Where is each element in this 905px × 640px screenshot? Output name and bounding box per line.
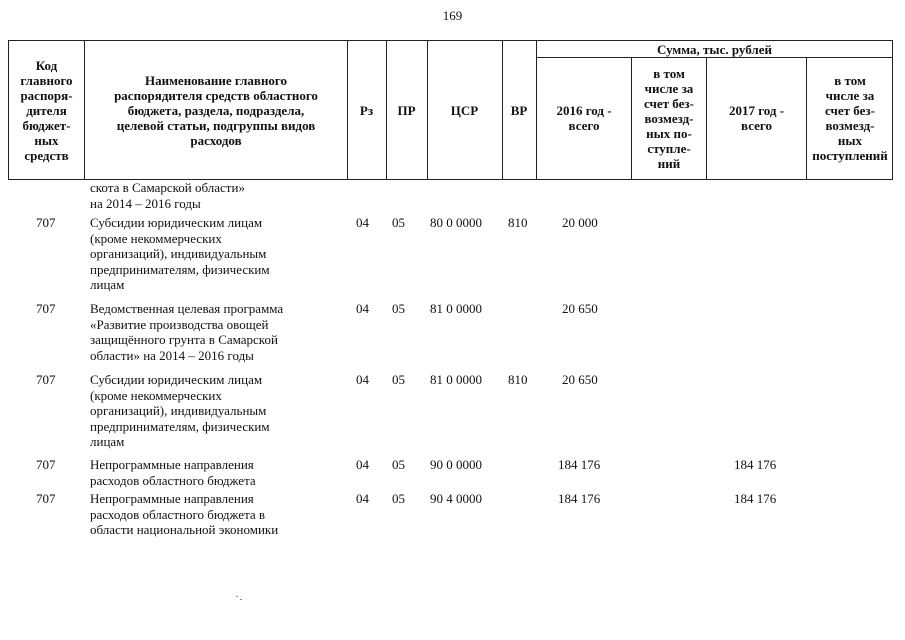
row-2017: 184 176 [734, 457, 777, 472]
header-2017-total: 2017 год - всего [728, 103, 785, 133]
header-code: Код главного распоря- дителя бюджет- ных средств [20, 57, 73, 163]
row-pr: 05 [392, 491, 405, 506]
row-rz: 04 [356, 301, 369, 316]
row-pr: 05 [392, 215, 405, 230]
row-csr: 90 0 0000 [430, 457, 482, 472]
row-csr: 81 0 0000 [430, 301, 482, 316]
row-code: 707 [36, 372, 56, 387]
header-rz: Рз [359, 102, 374, 118]
row-pr: 05 [392, 301, 405, 316]
header-sum: Сумма, тыс. рублей [657, 41, 772, 57]
header-vr: ВР [510, 102, 528, 118]
row-code: 707 [36, 301, 56, 316]
row-pr: 05 [392, 457, 405, 472]
header-csr: ЦСР [450, 102, 479, 118]
row-name: Субсидии юридическим лицам (кроме некоммерческих организаций), индивидуальным предпринимателям, физическим лицам [90, 215, 270, 292]
row-name: Непрограммные направления расходов областного бюджета в области национальной экономики [90, 491, 279, 537]
row-rz: 04 [356, 372, 369, 387]
row-vr: 810 [508, 372, 528, 387]
page-number: 169 [442, 8, 463, 23]
row-csr: 80 0 0000 [430, 215, 482, 230]
header-2016-free: в том числе за счет без- возмезд- ных по- ступле- ний [644, 65, 694, 171]
row-2016: 20 000 [562, 215, 598, 230]
header-name: Наименование главного распорядителя средств областного бюджета, раздела, подраздела, целевой статьи, подгруппы видов расходов [114, 72, 318, 148]
row-name: Непрограммные направления расходов областного бюджета [90, 457, 256, 488]
scan-artifact [240, 599, 242, 600]
header-pr: ПР [397, 102, 416, 118]
row-name: Субсидии юридическим лицам (кроме некоммерческих организаций), индивидуальным предпринимателям, физическим лицам [90, 372, 270, 449]
row-2016: 20 650 [562, 372, 598, 387]
row-2016: 184 176 [558, 491, 601, 506]
row-csr: 81 0 0000 [430, 372, 482, 387]
row-csr: 90 4 0000 [430, 491, 482, 506]
row-code: 707 [36, 491, 56, 506]
header-2016-total: 2016 год - всего [556, 103, 612, 133]
row-rz: 04 [356, 491, 369, 506]
row-2017: 184 176 [734, 491, 777, 506]
scan-artifact [236, 596, 238, 597]
row-code: 707 [36, 215, 56, 230]
continuation-text: скота в Самарской области» на 2014 – 2016 годы [90, 180, 245, 211]
row-vr: 810 [508, 215, 528, 230]
row-2016: 184 176 [558, 457, 601, 472]
row-rz: 04 [356, 215, 369, 230]
row-2016: 20 650 [562, 301, 598, 316]
row-name: Ведомственная целевая программа «Развитие производства овощей защищённого грунта в Самарской области» на 2014 – 2016 годы [90, 301, 284, 363]
row-code: 707 [36, 457, 56, 472]
row-pr: 05 [392, 372, 405, 387]
table-header [8, 40, 893, 180]
header-2017-free: в том числе за счет без- возмезд- ных поступлений [812, 73, 888, 163]
row-rz: 04 [356, 457, 369, 472]
